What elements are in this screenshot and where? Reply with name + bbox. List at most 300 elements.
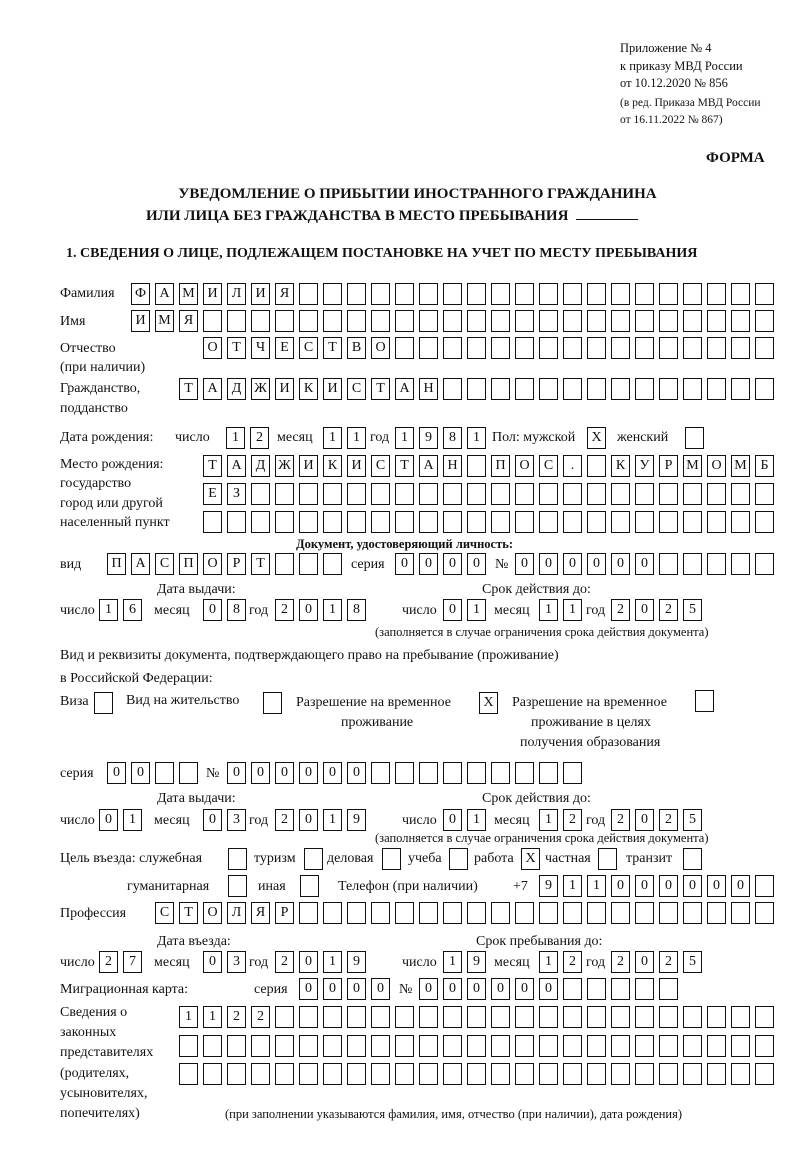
char-box[interactable] (755, 1035, 774, 1057)
place-of-stay-blank[interactable] (576, 207, 638, 220)
char-box[interactable] (371, 283, 390, 305)
char-box[interactable] (347, 283, 366, 305)
char-box[interactable]: О (203, 902, 222, 924)
char-box[interactable] (587, 483, 606, 505)
char-box[interactable] (371, 762, 390, 784)
char-box[interactable]: З (227, 483, 246, 505)
char-box[interactable] (443, 283, 462, 305)
char-box[interactable] (563, 1035, 582, 1057)
char-box[interactable]: X (479, 692, 498, 714)
char-box[interactable] (395, 283, 414, 305)
char-box[interactable]: С (299, 337, 318, 359)
char-box[interactable]: И (347, 455, 366, 477)
char-box[interactable]: Т (323, 337, 342, 359)
char-box[interactable]: 1 (323, 951, 342, 973)
char-box[interactable] (563, 378, 582, 400)
char-box[interactable]: И (275, 378, 294, 400)
char-box[interactable] (371, 310, 390, 332)
char-box[interactable]: 1 (395, 427, 414, 449)
char-box[interactable] (587, 978, 606, 1000)
char-box[interactable]: 1 (539, 809, 558, 831)
char-box[interactable] (587, 1006, 606, 1028)
char-box[interactable] (347, 483, 366, 505)
char-box[interactable] (155, 762, 174, 784)
char-box[interactable]: 0 (299, 951, 318, 973)
char-box[interactable] (635, 483, 654, 505)
char-box[interactable] (491, 902, 510, 924)
char-box[interactable] (347, 902, 366, 924)
char-box[interactable] (598, 848, 617, 870)
char-box[interactable] (611, 310, 630, 332)
char-box[interactable] (635, 1035, 654, 1057)
char-box[interactable]: А (155, 283, 174, 305)
char-box[interactable] (587, 511, 606, 533)
char-box[interactable] (203, 1035, 222, 1057)
char-box[interactable] (635, 902, 654, 924)
char-box[interactable]: И (299, 455, 318, 477)
char-box[interactable] (371, 483, 390, 505)
char-box[interactable]: 0 (347, 762, 366, 784)
char-box[interactable] (443, 483, 462, 505)
char-box[interactable] (563, 1006, 582, 1028)
char-box[interactable] (323, 553, 342, 575)
char-box[interactable] (611, 337, 630, 359)
char-box[interactable] (587, 902, 606, 924)
char-box[interactable] (683, 283, 702, 305)
char-box[interactable] (347, 1063, 366, 1085)
char-box[interactable] (611, 378, 630, 400)
char-box[interactable] (683, 848, 702, 870)
char-box[interactable]: 2 (659, 809, 678, 831)
char-box[interactable]: 0 (299, 599, 318, 621)
char-box[interactable]: 2 (99, 951, 118, 973)
char-box[interactable] (707, 1063, 726, 1085)
char-box[interactable] (299, 283, 318, 305)
char-box[interactable]: Т (251, 553, 270, 575)
char-box[interactable]: М (683, 455, 702, 477)
char-box[interactable] (299, 511, 318, 533)
char-box[interactable]: 9 (419, 427, 438, 449)
char-box[interactable]: Е (275, 337, 294, 359)
char-box[interactable]: Д (251, 455, 270, 477)
char-box[interactable]: Н (419, 378, 438, 400)
char-box[interactable]: Т (203, 455, 222, 477)
char-box[interactable] (467, 762, 486, 784)
char-box[interactable]: И (131, 310, 150, 332)
char-box[interactable]: А (203, 378, 222, 400)
char-box[interactable] (179, 1063, 198, 1085)
char-box[interactable]: Я (179, 310, 198, 332)
char-box[interactable]: 1 (539, 951, 558, 973)
char-box[interactable] (539, 337, 558, 359)
char-box[interactable]: 2 (275, 599, 294, 621)
char-box[interactable] (731, 1006, 750, 1028)
char-box[interactable] (491, 762, 510, 784)
char-box[interactable] (755, 511, 774, 533)
char-box[interactable] (755, 483, 774, 505)
char-box[interactable]: Р (227, 553, 246, 575)
char-box[interactable] (515, 337, 534, 359)
char-box[interactable] (382, 848, 401, 870)
char-box[interactable]: 2 (275, 809, 294, 831)
char-box[interactable] (683, 1006, 702, 1028)
char-box[interactable] (685, 427, 704, 449)
char-box[interactable]: 2 (611, 951, 630, 973)
char-box[interactable]: 0 (107, 762, 126, 784)
char-box[interactable] (179, 762, 198, 784)
char-box[interactable] (659, 978, 678, 1000)
char-box[interactable]: 0 (395, 553, 414, 575)
char-box[interactable]: 0 (227, 762, 246, 784)
char-box[interactable] (539, 902, 558, 924)
char-box[interactable] (443, 1063, 462, 1085)
char-box[interactable] (755, 378, 774, 400)
char-box[interactable]: 0 (299, 809, 318, 831)
char-box[interactable] (419, 1006, 438, 1028)
char-box[interactable]: 0 (419, 978, 438, 1000)
char-box[interactable] (203, 310, 222, 332)
char-box[interactable] (707, 378, 726, 400)
char-box[interactable]: 2 (275, 951, 294, 973)
char-box[interactable]: 5 (683, 809, 702, 831)
char-box[interactable]: Б (755, 455, 774, 477)
char-box[interactable] (539, 310, 558, 332)
char-box[interactable]: П (491, 455, 510, 477)
char-box[interactable]: 5 (683, 951, 702, 973)
char-box[interactable]: 1 (323, 427, 342, 449)
char-box[interactable]: Ж (251, 378, 270, 400)
char-box[interactable] (731, 378, 750, 400)
char-box[interactable]: 1 (467, 599, 486, 621)
char-box[interactable]: Ф (131, 283, 150, 305)
char-box[interactable]: 2 (563, 809, 582, 831)
char-box[interactable] (755, 553, 774, 575)
char-box[interactable]: 0 (203, 599, 222, 621)
char-box[interactable] (228, 875, 247, 897)
char-box[interactable]: Ж (275, 455, 294, 477)
char-box[interactable]: О (707, 455, 726, 477)
char-box[interactable]: 2 (611, 809, 630, 831)
char-box[interactable]: С (539, 455, 558, 477)
char-box[interactable] (539, 1035, 558, 1057)
char-box[interactable]: Р (275, 902, 294, 924)
char-box[interactable]: Т (179, 378, 198, 400)
char-box[interactable]: 0 (587, 553, 606, 575)
char-box[interactable] (203, 511, 222, 533)
char-box[interactable]: 9 (539, 875, 558, 897)
char-box[interactable] (491, 1035, 510, 1057)
char-box[interactable] (515, 762, 534, 784)
char-box[interactable]: 0 (611, 553, 630, 575)
char-box[interactable]: 6 (123, 599, 142, 621)
char-box[interactable]: 0 (611, 875, 630, 897)
char-box[interactable] (395, 310, 414, 332)
char-box[interactable] (707, 483, 726, 505)
char-box[interactable]: 0 (323, 762, 342, 784)
char-box[interactable] (491, 1006, 510, 1028)
char-box[interactable]: 0 (443, 599, 462, 621)
char-box[interactable]: Т (371, 378, 390, 400)
char-box[interactable]: 9 (347, 809, 366, 831)
char-box[interactable] (275, 1035, 294, 1057)
char-box[interactable] (515, 378, 534, 400)
char-box[interactable] (587, 1063, 606, 1085)
char-box[interactable] (443, 902, 462, 924)
char-box[interactable] (731, 483, 750, 505)
char-box[interactable] (683, 553, 702, 575)
char-box[interactable]: Л (227, 902, 246, 924)
char-box[interactable] (611, 978, 630, 1000)
char-box[interactable] (299, 902, 318, 924)
char-box[interactable] (635, 978, 654, 1000)
char-box[interactable] (371, 1035, 390, 1057)
char-box[interactable] (275, 310, 294, 332)
char-box[interactable] (587, 455, 606, 477)
char-box[interactable] (203, 1063, 222, 1085)
char-box[interactable]: 0 (539, 978, 558, 1000)
char-box[interactable] (443, 310, 462, 332)
char-box[interactable]: 3 (227, 809, 246, 831)
char-box[interactable]: 0 (251, 762, 270, 784)
char-box[interactable] (419, 283, 438, 305)
char-box[interactable] (347, 310, 366, 332)
char-box[interactable]: 8 (347, 599, 366, 621)
char-box[interactable]: 0 (371, 978, 390, 1000)
char-box[interactable] (659, 337, 678, 359)
char-box[interactable] (731, 902, 750, 924)
char-box[interactable]: 1 (99, 599, 118, 621)
char-box[interactable]: Т (227, 337, 246, 359)
char-box[interactable]: 8 (443, 427, 462, 449)
char-box[interactable] (563, 762, 582, 784)
char-box[interactable] (539, 1063, 558, 1085)
char-box[interactable] (467, 378, 486, 400)
char-box[interactable] (707, 1006, 726, 1028)
char-box[interactable] (94, 692, 113, 714)
char-box[interactable]: П (107, 553, 126, 575)
char-box[interactable] (659, 1006, 678, 1028)
char-box[interactable] (539, 1006, 558, 1028)
char-box[interactable] (587, 337, 606, 359)
char-box[interactable] (263, 692, 282, 714)
char-box[interactable] (539, 378, 558, 400)
char-box[interactable] (491, 1063, 510, 1085)
char-box[interactable] (707, 553, 726, 575)
char-box[interactable] (395, 1006, 414, 1028)
char-box[interactable]: 0 (707, 875, 726, 897)
char-box[interactable] (419, 310, 438, 332)
char-box[interactable]: 0 (419, 553, 438, 575)
char-box[interactable] (659, 553, 678, 575)
char-box[interactable] (635, 283, 654, 305)
char-box[interactable]: М (179, 283, 198, 305)
char-box[interactable] (419, 762, 438, 784)
char-box[interactable] (707, 310, 726, 332)
char-box[interactable]: 1 (226, 427, 245, 449)
char-box[interactable] (251, 1063, 270, 1085)
char-box[interactable]: 0 (323, 978, 342, 1000)
char-box[interactable]: О (203, 337, 222, 359)
char-box[interactable] (635, 1006, 654, 1028)
char-box[interactable] (371, 1063, 390, 1085)
char-box[interactable]: М (155, 310, 174, 332)
char-box[interactable]: И (251, 283, 270, 305)
char-box[interactable] (635, 378, 654, 400)
char-box[interactable] (419, 1035, 438, 1057)
char-box[interactable] (228, 848, 247, 870)
char-box[interactable] (275, 1063, 294, 1085)
char-box[interactable] (707, 1035, 726, 1057)
char-box[interactable]: 1 (467, 809, 486, 831)
char-box[interactable] (707, 337, 726, 359)
char-box[interactable] (275, 511, 294, 533)
char-box[interactable] (395, 762, 414, 784)
char-box[interactable] (419, 902, 438, 924)
char-box[interactable] (275, 1006, 294, 1028)
char-box[interactable]: 0 (299, 762, 318, 784)
char-box[interactable]: 1 (563, 875, 582, 897)
char-box[interactable] (515, 483, 534, 505)
char-box[interactable] (347, 511, 366, 533)
char-box[interactable] (419, 511, 438, 533)
char-box[interactable]: 7 (123, 951, 142, 973)
char-box[interactable]: 1 (123, 809, 142, 831)
char-box[interactable]: О (203, 553, 222, 575)
char-box[interactable]: 0 (347, 978, 366, 1000)
char-box[interactable] (227, 1035, 246, 1057)
char-box[interactable]: 0 (443, 978, 462, 1000)
char-box[interactable]: Т (179, 902, 198, 924)
char-box[interactable] (419, 483, 438, 505)
char-box[interactable] (563, 283, 582, 305)
char-box[interactable] (707, 902, 726, 924)
char-box[interactable]: 0 (443, 809, 462, 831)
char-box[interactable] (515, 511, 534, 533)
char-box[interactable]: X (587, 427, 606, 449)
char-box[interactable]: А (131, 553, 150, 575)
char-box[interactable] (371, 1006, 390, 1028)
char-box[interactable]: Я (251, 902, 270, 924)
char-box[interactable] (611, 1063, 630, 1085)
char-box[interactable]: 0 (539, 553, 558, 575)
char-box[interactable] (467, 455, 486, 477)
char-box[interactable]: 0 (275, 762, 294, 784)
char-box[interactable] (443, 511, 462, 533)
char-box[interactable] (395, 483, 414, 505)
char-box[interactable]: 0 (731, 875, 750, 897)
char-box[interactable] (755, 902, 774, 924)
char-box[interactable] (323, 310, 342, 332)
char-box[interactable] (299, 1035, 318, 1057)
char-box[interactable]: 0 (515, 978, 534, 1000)
char-box[interactable] (467, 902, 486, 924)
char-box[interactable] (323, 902, 342, 924)
char-box[interactable] (251, 310, 270, 332)
char-box[interactable] (299, 483, 318, 505)
char-box[interactable] (755, 310, 774, 332)
char-box[interactable] (347, 1035, 366, 1057)
char-box[interactable]: И (203, 283, 222, 305)
char-box[interactable]: 2 (251, 1006, 270, 1028)
char-box[interactable] (371, 902, 390, 924)
char-box[interactable]: 1 (467, 427, 486, 449)
char-box[interactable] (251, 511, 270, 533)
char-box[interactable] (491, 378, 510, 400)
char-box[interactable] (323, 1063, 342, 1085)
char-box[interactable] (563, 1063, 582, 1085)
char-box[interactable] (443, 1035, 462, 1057)
char-box[interactable]: . (563, 455, 582, 477)
char-box[interactable] (443, 762, 462, 784)
char-box[interactable] (659, 378, 678, 400)
char-box[interactable] (587, 1035, 606, 1057)
char-box[interactable]: Ч (251, 337, 270, 359)
char-box[interactable] (587, 378, 606, 400)
char-box[interactable]: 2 (659, 599, 678, 621)
char-box[interactable]: 2 (659, 951, 678, 973)
char-box[interactable] (611, 483, 630, 505)
char-box[interactable] (347, 1006, 366, 1028)
char-box[interactable] (659, 310, 678, 332)
char-box[interactable] (539, 511, 558, 533)
char-box[interactable]: 1 (203, 1006, 222, 1028)
char-box[interactable] (467, 1006, 486, 1028)
char-box[interactable] (299, 310, 318, 332)
char-box[interactable] (683, 902, 702, 924)
char-box[interactable] (323, 283, 342, 305)
char-box[interactable]: 0 (635, 809, 654, 831)
char-box[interactable] (635, 511, 654, 533)
char-box[interactable]: 0 (635, 951, 654, 973)
char-box[interactable] (227, 1063, 246, 1085)
char-box[interactable] (683, 337, 702, 359)
char-box[interactable]: 1 (563, 599, 582, 621)
char-box[interactable]: Е (203, 483, 222, 505)
char-box[interactable]: С (155, 553, 174, 575)
char-box[interactable]: 0 (299, 978, 318, 1000)
char-box[interactable] (563, 337, 582, 359)
char-box[interactable]: С (155, 902, 174, 924)
char-box[interactable] (395, 1063, 414, 1085)
char-box[interactable] (443, 1006, 462, 1028)
char-box[interactable]: А (419, 455, 438, 477)
char-box[interactable]: Л (227, 283, 246, 305)
char-box[interactable] (731, 553, 750, 575)
char-box[interactable]: 2 (227, 1006, 246, 1028)
char-box[interactable] (443, 378, 462, 400)
char-box[interactable]: 2 (611, 599, 630, 621)
char-box[interactable] (491, 511, 510, 533)
char-box[interactable] (539, 483, 558, 505)
char-box[interactable] (755, 875, 774, 897)
char-box[interactable] (731, 310, 750, 332)
char-box[interactable] (563, 483, 582, 505)
char-box[interactable]: М (731, 455, 750, 477)
char-box[interactable]: 0 (203, 809, 222, 831)
char-box[interactable] (707, 511, 726, 533)
char-box[interactable] (491, 283, 510, 305)
char-box[interactable] (755, 1063, 774, 1085)
char-box[interactable]: Р (659, 455, 678, 477)
char-box[interactable]: 1 (179, 1006, 198, 1028)
char-box[interactable] (563, 310, 582, 332)
char-box[interactable] (731, 1035, 750, 1057)
char-box[interactable] (635, 310, 654, 332)
char-box[interactable] (755, 1006, 774, 1028)
char-box[interactable]: К (611, 455, 630, 477)
char-box[interactable] (755, 337, 774, 359)
char-box[interactable]: 8 (227, 599, 246, 621)
